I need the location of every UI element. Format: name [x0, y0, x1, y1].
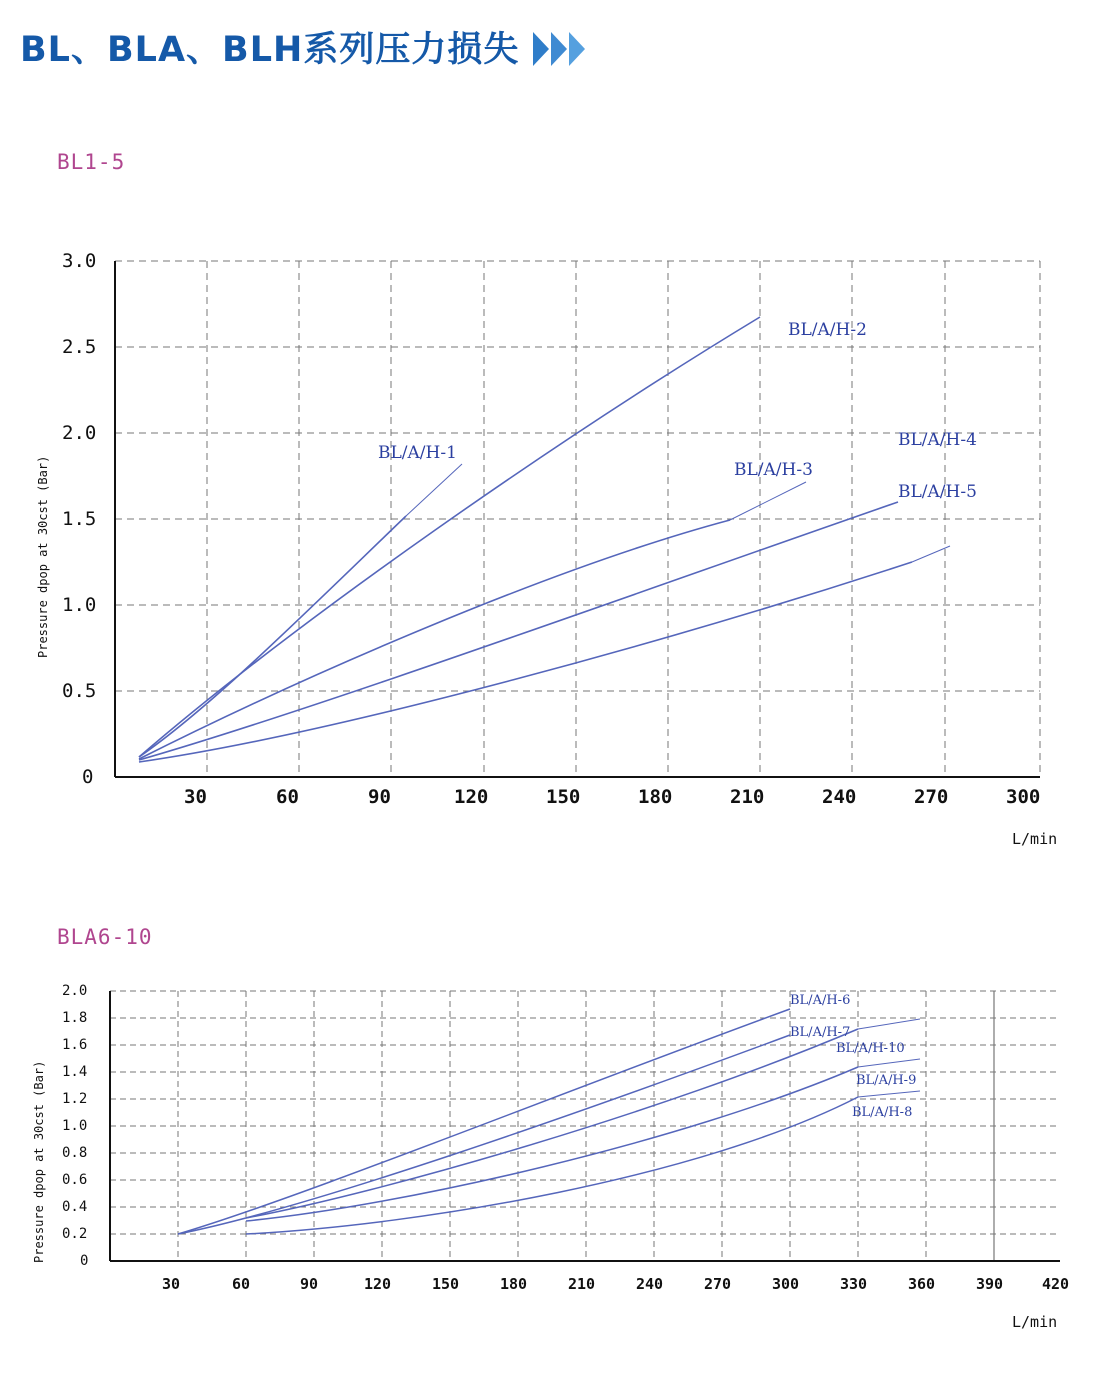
x-axis-unit: L/min — [1012, 1313, 1058, 1331]
x-tick-label: 180 — [500, 1275, 528, 1293]
x-tick-label: 330 — [840, 1275, 868, 1293]
x-tick-label: 180 — [638, 786, 673, 808]
y-tick-label: 1.6 — [62, 1037, 88, 1053]
x-tick-label: 90 — [300, 1275, 319, 1293]
x-tick-label: 300 — [772, 1275, 800, 1293]
y-tick-label: 2.0 — [62, 422, 97, 444]
y-tick-label: 0 — [80, 1253, 89, 1269]
x-tick-label: 270 — [704, 1275, 732, 1293]
x-tick-label: 150 — [432, 1275, 460, 1293]
x-tick-label: 270 — [914, 786, 949, 808]
x-tick-label: 30 — [162, 1275, 181, 1293]
x-tick-label: 150 — [546, 786, 581, 808]
y-tick-label: 0.2 — [62, 1226, 88, 1242]
y-tick-label: 0.5 — [62, 680, 97, 702]
series-label-bl-a-h-3: BL/A/H-3 — [734, 460, 813, 480]
x-tick-label: 60 — [276, 786, 299, 808]
x-tick-label: 420 — [1042, 1275, 1070, 1293]
y-tick-label: 1.0 — [62, 1118, 88, 1134]
chart-caption: BLA6-10 — [57, 925, 153, 949]
y-axis-title: Pressure dpop at 30cst (Bar) — [36, 455, 50, 658]
x-tick-label: 360 — [908, 1275, 936, 1293]
y-tick-label: 0.4 — [62, 1199, 88, 1215]
y-tick-label: 1.4 — [62, 1064, 88, 1080]
y-tick-label: 1.5 — [62, 508, 97, 530]
series-label-bl-a-h-9: BL/A/H-9 — [856, 1073, 917, 1088]
x-tick-label: 300 — [1006, 786, 1041, 808]
series-label-bl-a-h-7: BL/A/H-7 — [790, 1025, 851, 1040]
x-tick-label: 210 — [568, 1275, 596, 1293]
x-tick-label: 120 — [364, 1275, 392, 1293]
series-label-bl-a-h-4: BL/A/H-4 — [898, 430, 977, 450]
chevron-right-icon — [569, 32, 585, 66]
y-tick-label: 1.8 — [62, 1010, 88, 1026]
series-label-bl-a-h-2: BL/A/H-2 — [788, 320, 867, 340]
y-tick-label: 2.5 — [62, 336, 97, 358]
chevron-right-icon — [551, 32, 567, 66]
y-tick-label: 0 — [82, 766, 94, 788]
chart-bla6-10 — [0, 925, 1100, 1365]
chart2-svg — [0, 963, 1100, 1363]
x-tick-label: 240 — [822, 786, 857, 808]
page-header — [20, 22, 585, 72]
plot-area-bla6-10 — [0, 963, 1100, 1363]
chevron-right-icon — [533, 32, 549, 66]
y-tick-label: 1.2 — [62, 1091, 88, 1107]
x-tick-label: 60 — [232, 1275, 251, 1293]
y-tick-label: 0.6 — [62, 1172, 88, 1188]
chart-bl1-5 — [0, 150, 1100, 848]
x-tick-label: 240 — [636, 1275, 664, 1293]
series-label-bl-a-h-5: BL/A/H-5 — [898, 482, 977, 502]
y-tick-label: 0.8 — [62, 1145, 88, 1161]
series-label-bl-a-h-1: BL/A/H-1 — [378, 443, 457, 463]
x-tick-label: 390 — [976, 1275, 1004, 1293]
y-tick-label: 1.0 — [62, 594, 97, 616]
series-label-bl-a-h-6: BL/A/H-6 — [790, 993, 851, 1008]
plot-area-bl1-5 — [0, 188, 1100, 848]
x-axis-unit: L/min — [1012, 830, 1058, 848]
y-tick-label: 2.0 — [62, 983, 88, 999]
x-tick-label: 90 — [368, 786, 391, 808]
chart-caption: BL1-5 — [57, 150, 126, 174]
y-axis-title: Pressure dpop at 30cst (Bar) — [32, 1060, 46, 1263]
x-tick-label: 120 — [454, 786, 489, 808]
series-label-bl-a-h-8: BL/A/H-8 — [852, 1105, 913, 1120]
series-label-bl-a-h-10: BL/A/H-10 — [836, 1041, 905, 1056]
page-title: BL、BLA、BLH系列压力损失 — [20, 30, 520, 70]
chevron-group — [533, 32, 585, 66]
y-tick-label: 3.0 — [62, 250, 97, 272]
x-tick-label: 210 — [730, 786, 765, 808]
x-tick-label: 30 — [184, 786, 207, 808]
